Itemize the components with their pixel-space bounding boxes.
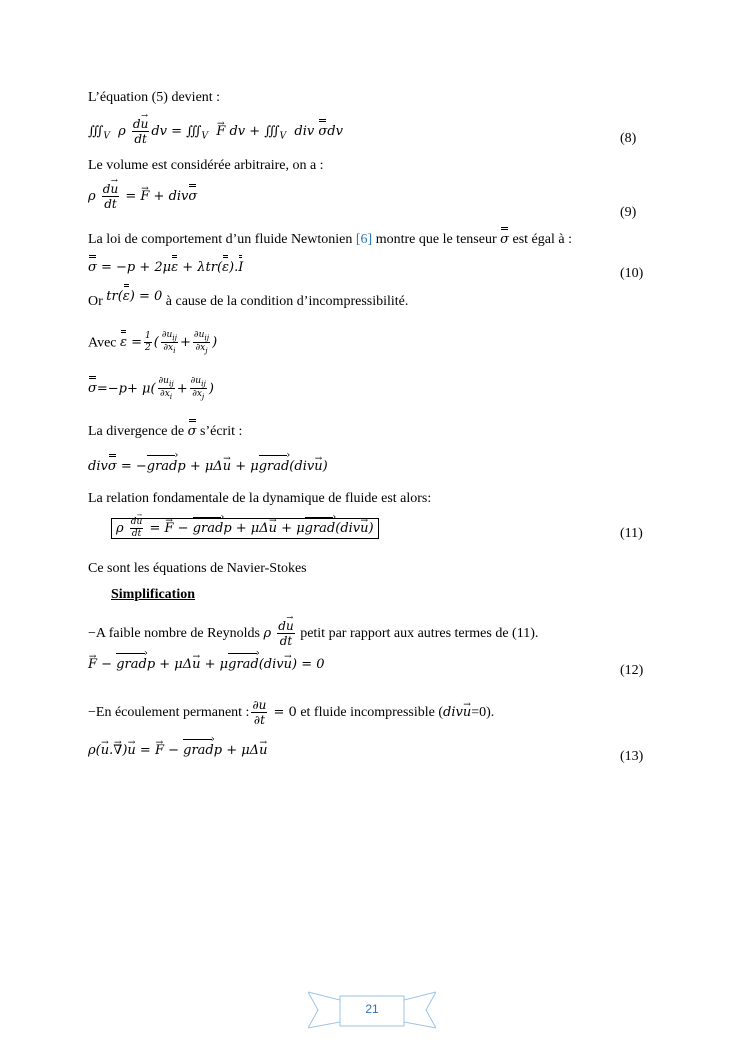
loi-text-part-2: montre que le tenseur xyxy=(372,232,501,247)
equation-number-12: (12) xyxy=(620,663,644,678)
loi-text-part-3: est égal à : xyxy=(508,232,572,247)
equation-13: ρ(u →.∇ →)u → = F → − grad ›p + μΔu → xyxy=(88,742,267,760)
steady-text-part-1: −En écoulement permanent : xyxy=(88,705,250,720)
steady-text-part-2: et fluide incompressible ( xyxy=(296,705,444,720)
or-word: Or xyxy=(88,294,107,309)
constitutive-law-text: La loi de comportement d’un fluide Newtonien [6] montre que le tenseur σ est égal à : xyxy=(88,232,572,247)
equation-11-navier-stokes: ρ $\frac{du \to}{dt}$ = F → − grad ›p + μΔu → + μgrad ›(divu →) xyxy=(111,518,379,539)
equation-number-11: (11) xyxy=(620,526,643,541)
relation-text: La relation fondamentale de la dynamique de fluide est alors: xyxy=(88,491,432,506)
reynolds-text: −A faible nombre de Reynolds ρ $\frac{du \to}{dt}$ petit par rapport aux autres termes de (11). xyxy=(88,620,538,647)
equation-number-8: (8) xyxy=(620,131,637,146)
divergence-equation: divσ = −grad ›p + μΔu → + μgrad ›(divu →) xyxy=(88,458,328,476)
equation-9: ρ $\frac{du \to}{dt}$ = F → + divσ xyxy=(88,183,197,210)
strain-definition: Avec ε = $\frac{1}{2}$ ( $\frac{\partial u_{ij}}{\partial x_i}$ + $\frac{\partial u_{ij}}{\partial x_j}$ ) xyxy=(88,330,218,356)
equation-8: $∭_V$ ρ $\frac{du \to}{dt}$ dv = $∭_V$ F → dv + $∭_V$ div σdv xyxy=(88,118,343,146)
equation-number-13: (13) xyxy=(620,749,644,764)
simplification-heading: Simplification xyxy=(111,587,196,602)
divergence-text: La divergence de σ s’écrit : xyxy=(88,424,243,439)
citation-link[interactable]: [6] xyxy=(355,232,373,247)
intro-text: L’équation (5) devient : xyxy=(88,90,221,105)
divergence-text-part-2: s’écrit : xyxy=(196,424,243,439)
or-rest-text: à cause de la condition d’incompressibilité. xyxy=(162,294,409,309)
stress-expression: σ=−p+ μ( $\frac{\partial u_{ij}}{\partial x_i}$ + $\frac{\partial u_{ij}}{\partial x_j}$ ) xyxy=(88,376,214,402)
equation-number-9: (9) xyxy=(620,205,637,220)
reynolds-text-part-1: −A faible nombre de Reynolds xyxy=(88,626,264,641)
loi-text-part-1: La loi de comportement d’un fluide Newtonien xyxy=(88,232,356,247)
equation-number-10: (10) xyxy=(620,266,644,281)
navier-stokes-text: Ce sont les équations de Navier-Stokes xyxy=(88,561,307,576)
volume-text: Le volume est considérée arbitraire, on a : xyxy=(88,158,324,173)
divergence-text-part-1: La divergence de xyxy=(88,424,188,439)
steady-text-part-3: =0). xyxy=(471,705,495,720)
equation-12: F → − grad ›p + μΔu → + μgrad ›(divu →) = 0 xyxy=(88,656,325,674)
incompressibility-text: Or tr(ε) = 0 à cause de la condition d’incompressibilité. xyxy=(88,289,409,309)
avec-word: Avec xyxy=(88,335,120,351)
steady-flow-text: −En écoulement permanent : $\frac{\partial u}{\partial t}$ = 0 et fluide incompressible (divu →=0). xyxy=(88,699,494,726)
page-number: 21 xyxy=(365,1002,379,1016)
reynolds-text-part-2: petit par rapport aux autres termes de (11). xyxy=(296,626,539,641)
equation-10: σ = −p + 2με + λtr(ε).I xyxy=(88,260,244,275)
